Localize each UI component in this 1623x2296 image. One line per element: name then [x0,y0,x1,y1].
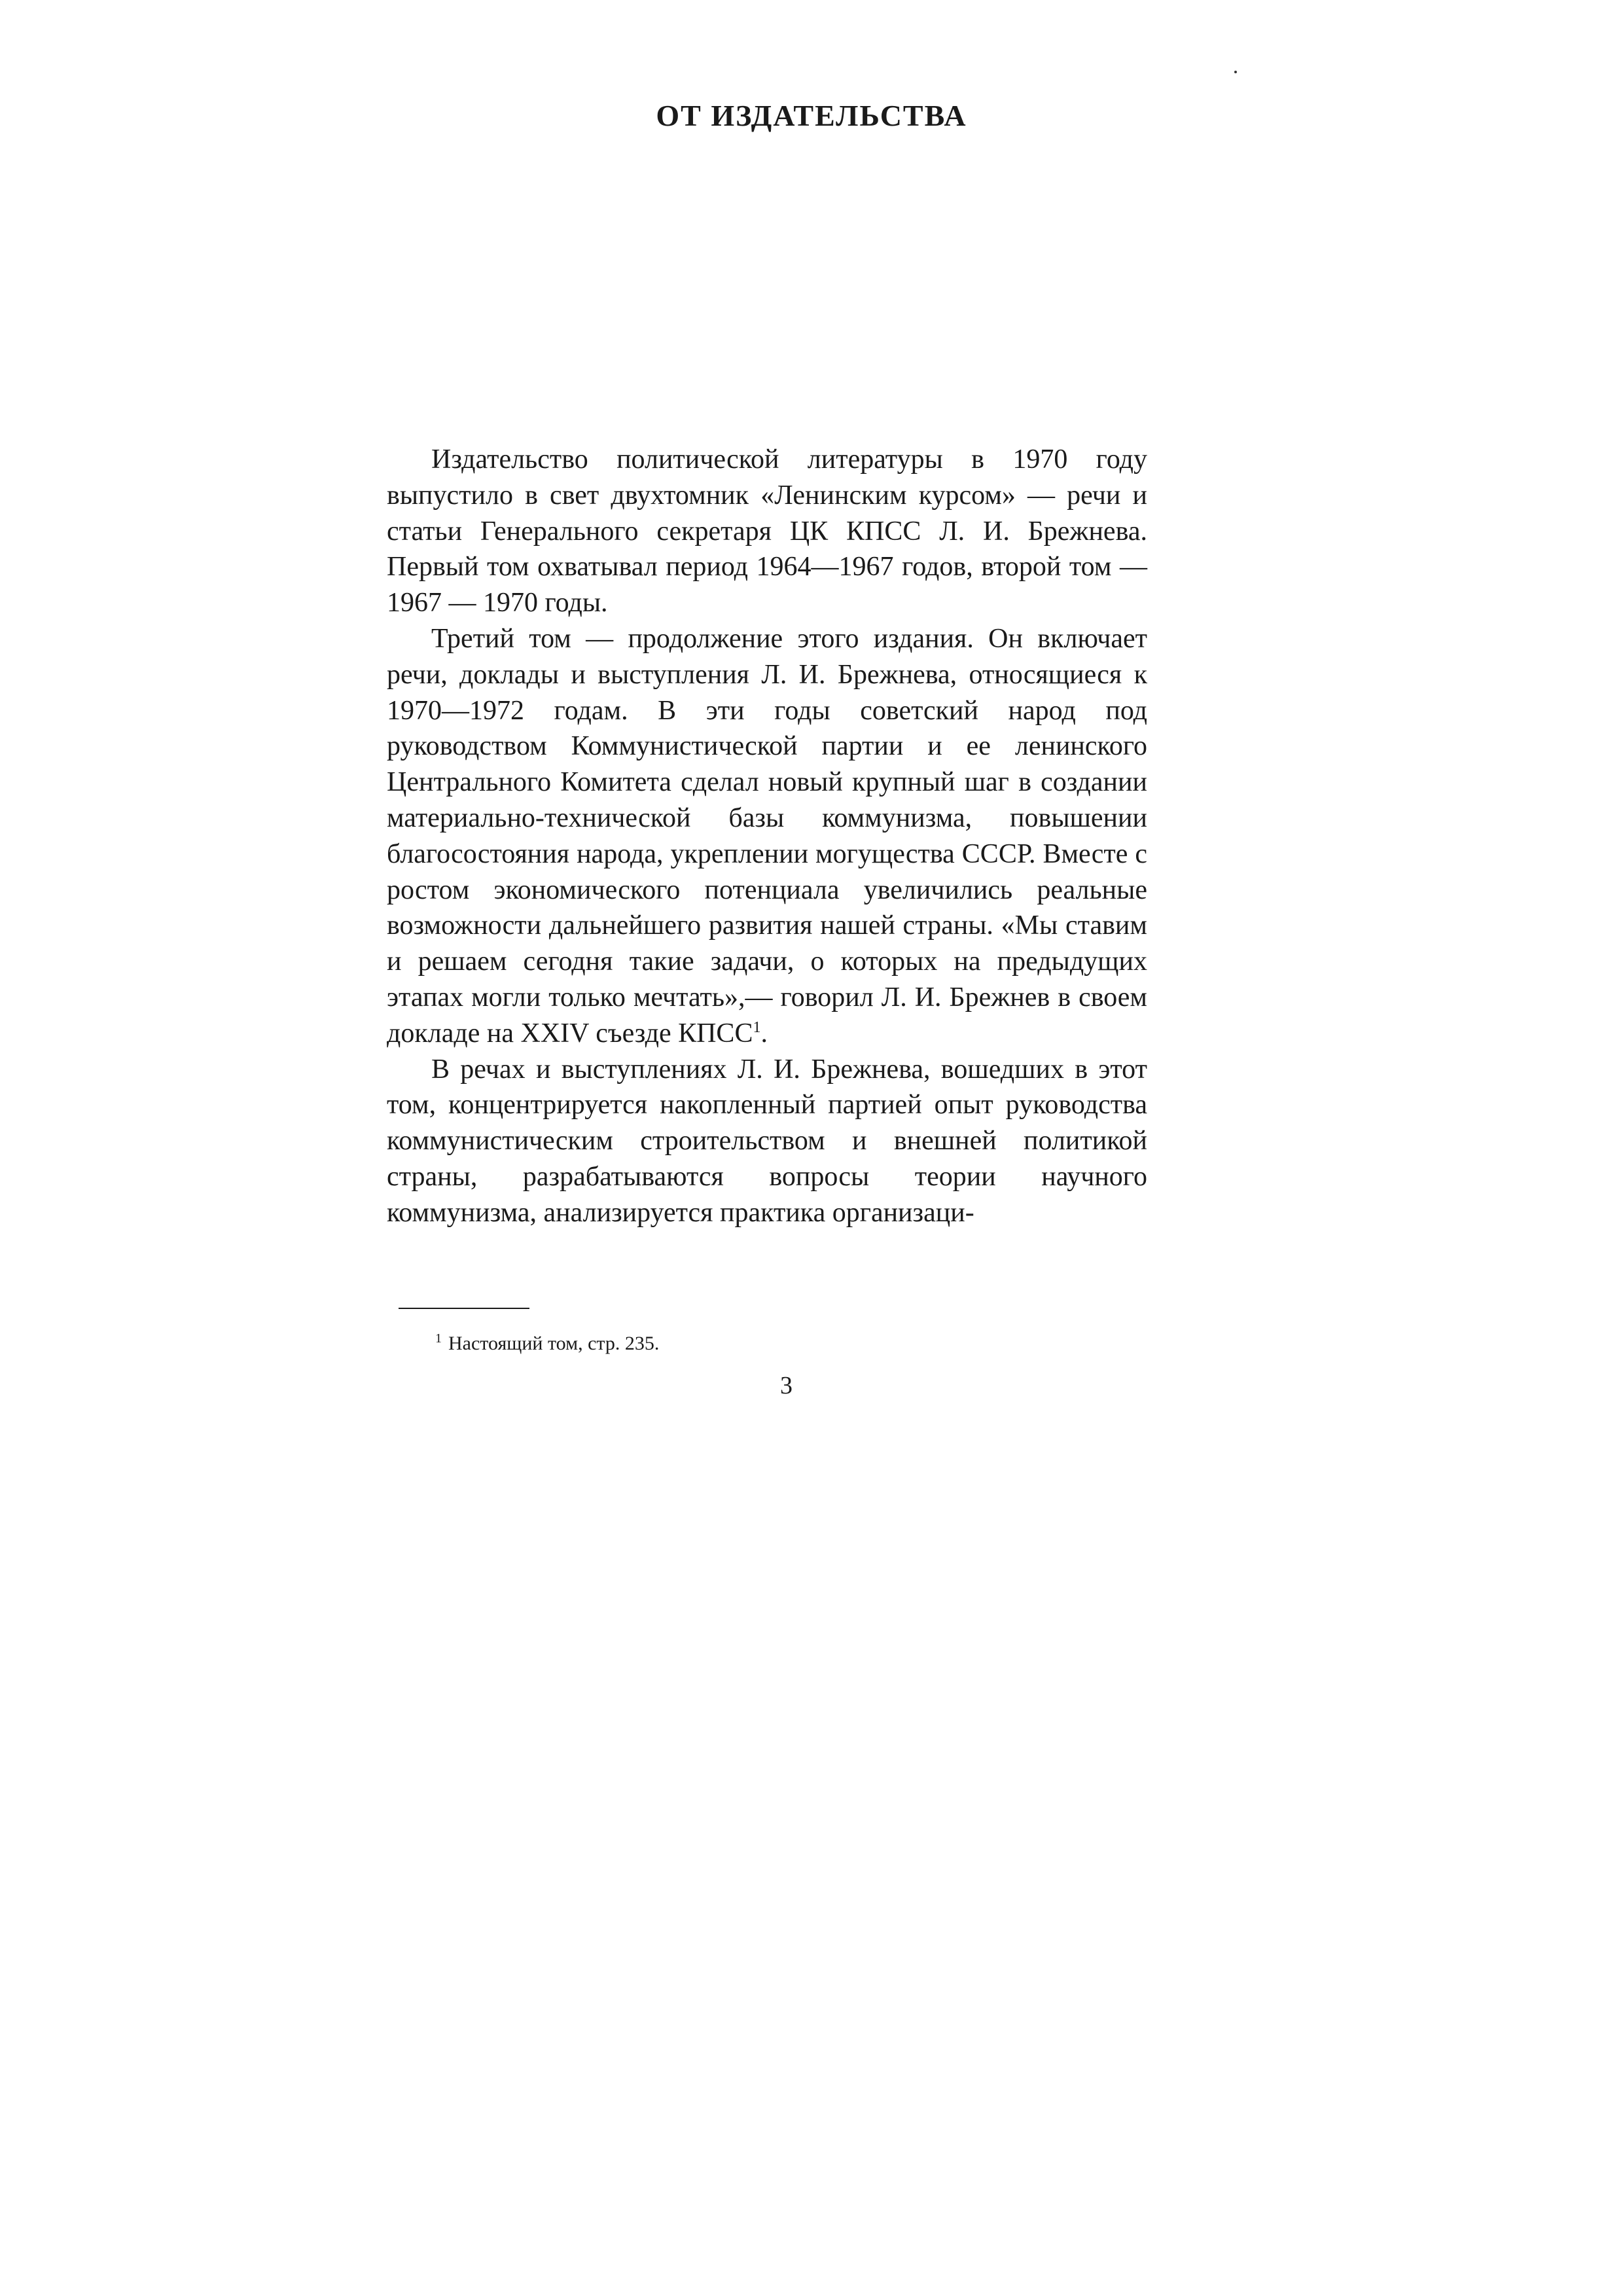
page-title: ОТ ИЗДАТЕЛЬСТВА [656,99,967,132]
page-number: 3 [780,1372,793,1399]
paragraph-2-period: . [760,1018,768,1049]
footnote-text: Настоящий том, стр. 235. [448,1333,660,1354]
footnote-marker: 1 [435,1331,442,1346]
paragraph-1: Издательство политической литературы в 1970 году выпустило в свет двухтомник «Ленинским курсом» — речи и статьи Генерального секретаря ЦК КПСС Л. И. Брежнева. Первый том охватывал период 1964—1967 годов, второй том — 1967 — 1970 годы. [387,444,1147,619]
footnote [435,1325,659,1357]
footnote-divider [399,1308,529,1309]
footnote-reference: 1 [753,1018,761,1036]
scan-speck [1234,71,1237,73]
paragraph-2 [387,621,1147,1052]
paragraph-2-text: Третий том — продолжение этого издания. Он включает речи, доклады и выступления Л. И. Брежнева, относящиеся к 1970—1972 годам. В эти годы советский народ под руководством Коммунистической партии и ее ленинского Центрального Комитета сделал новый крупный шаг в создании материально-технической базы коммунизма, повышении благосостояния народа, укреплении могущества СССР. Вместе с ростом экономического потенциала увеличились реальные возможности дальнейшего развития нашей страны. «Мы ставим и решаем сегодня такие задачи, о которых на предыдущих этапах могли только мечтать»,— говорил Л. И. Брежнев в своем докладе на XXIV съезде КПСС [387,623,1147,1049]
paragraph-3: В речах и выступлениях Л. И. Брежнева, вошедших в этот том, концентрируется накопленный партией опыт руководства коммунистическим строительством и внешней политикой страны, разрабатываются вопросы теории научного коммунизма, анализируется практика организаци- [387,1054,1147,1228]
body-text [387,442,1147,1231]
